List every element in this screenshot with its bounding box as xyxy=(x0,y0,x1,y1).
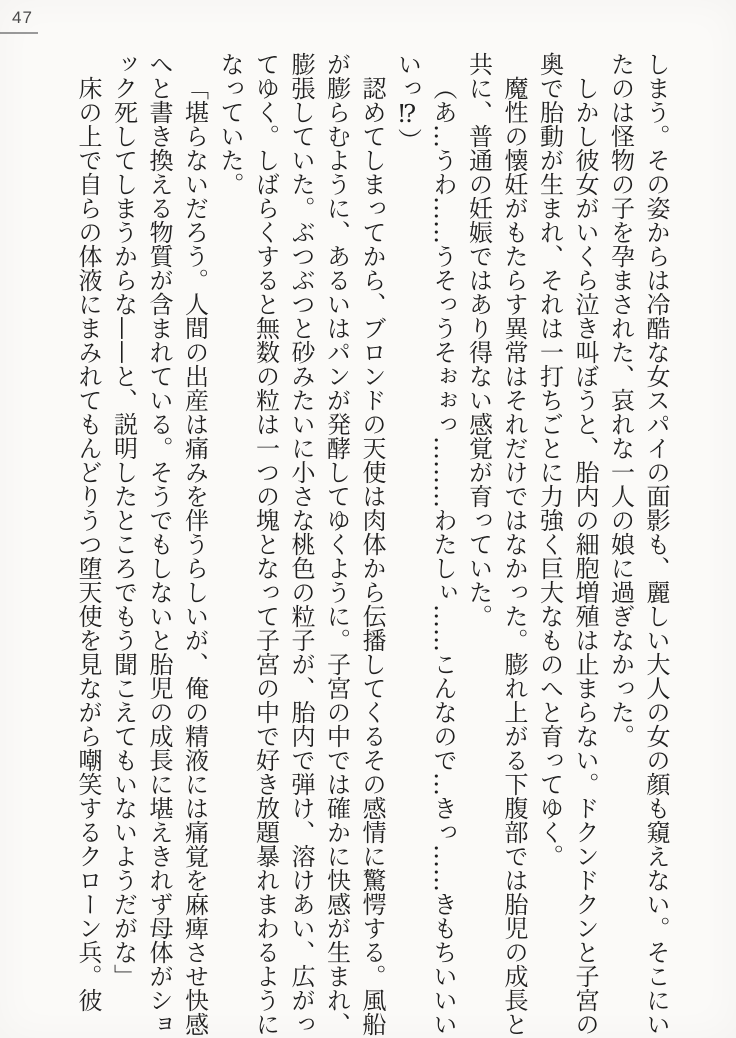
paragraph: （あ…うわ……うそっうそぉぉっ………わたしぃ……こんなので…きっ……きもちいいいいっ⁉） xyxy=(393,52,457,1036)
paragraph: しまう。その姿からは冷酷な女スパイの面影も、麗しい大人の女の顔も窺えない。そこにいたのは怪物の子を孕まされた、哀れな一人の娘に過ぎなかった。 xyxy=(606,52,670,1036)
page-number-rule xyxy=(0,32,38,34)
paragraph: 「堪らないだろう。人間の出産は痛みを伴うらしいが、俺の精液には痛覚を麻痺させ快感へと書き換える物質が含まれている。そうでもしないと胎児の成長に堪えきれず母体がショック死してしまうからな——と、説明したところでもう聞こえてもいないようだがな」 xyxy=(109,52,209,1036)
text-body xyxy=(70,52,674,1037)
paragraph: 魔性の懐妊がもたらす異常はそれだけではなかった。膨れ上がる下腹部では胎児の成長と共に、普通の妊娠ではあり得ない感覚が育っていた。 xyxy=(464,52,528,1036)
paragraph: 認めてしまってから、ブロンドの天使は肉体から伝播してくるその感情に驚愕する。風船が膨らむように、あるいはパンが発酵してゆくように。子宮の中では確かに快感が生まれ、膨張していた。ぶつぶつと砂みたいに小さな桃色の粒子が、胎内で弾け、溶けあい、広がってゆく。しばらくすると無数の粒は一つの塊となって子宮の中で好き放題暴れまわるようになっていた。 xyxy=(216,52,386,1036)
paragraph: しかし彼女がいくら泣き叫ぼうと、胎内の細胞増殖は止まらない。ドクンドクンと子宮の奥で胎動が生まれ、それは一打ちごとに力強く巨大なものへと育ってゆく。 xyxy=(535,52,599,1036)
page-number: 47 xyxy=(12,8,33,27)
paragraph: 床の上で自らの体液にまみれてもんどりうつ堕天使を見ながら嘲笑するクローン兵。彼 xyxy=(74,76,102,1012)
